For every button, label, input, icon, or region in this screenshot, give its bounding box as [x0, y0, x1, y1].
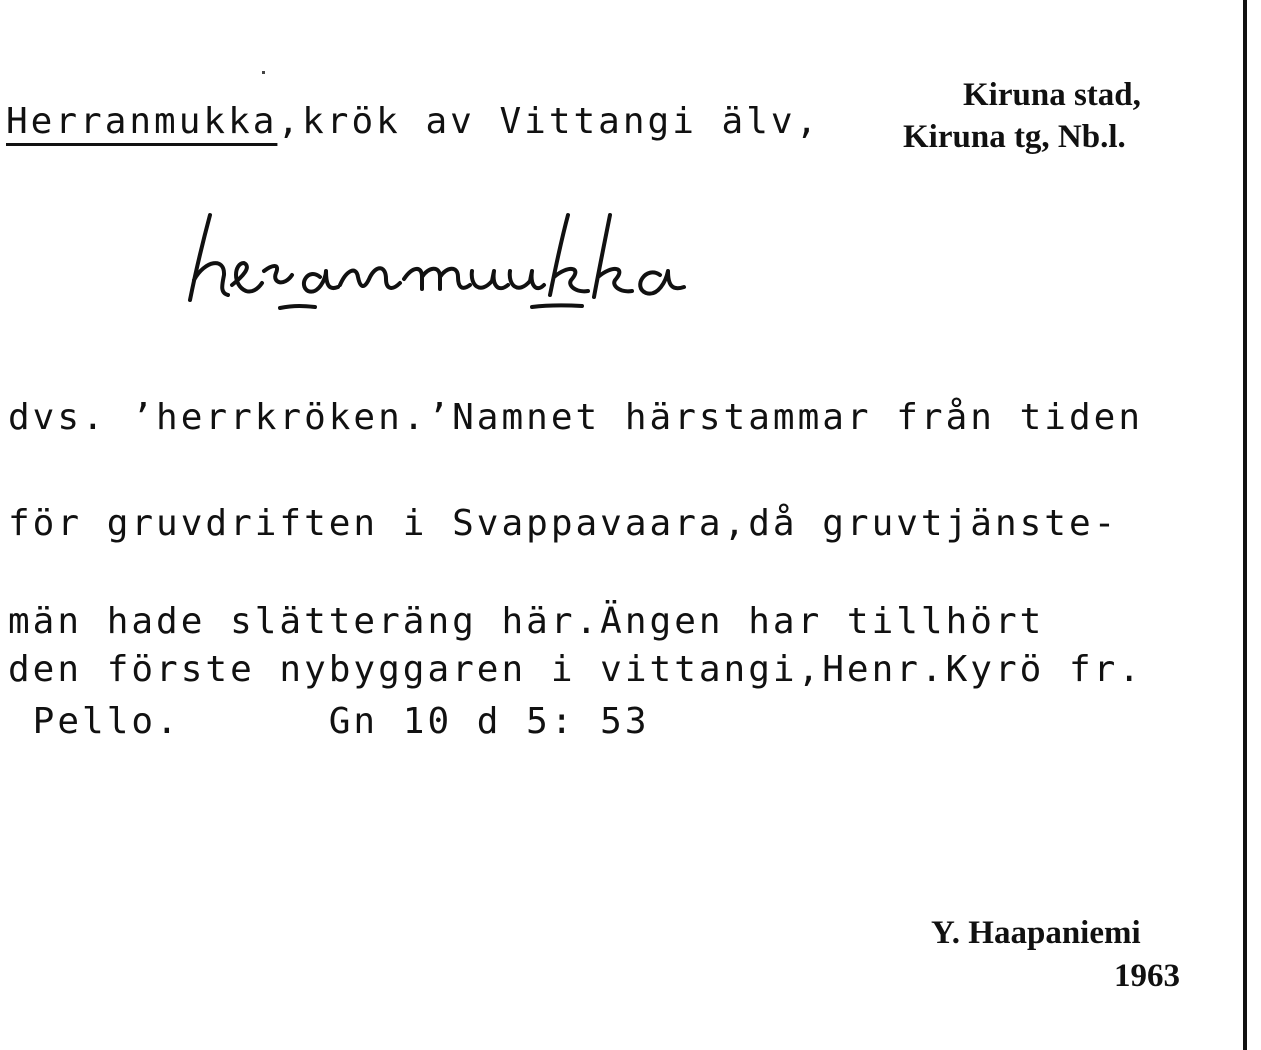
- card-edge-line: [1243, 0, 1247, 1050]
- year: 1963: [1114, 958, 1180, 994]
- author-name: Y. Haapaniemi: [931, 915, 1141, 951]
- body-line-5: Pello. Gn 10 d 5: 53: [8, 701, 650, 742]
- headword-description: ,krök av Vittangi älv,: [277, 101, 821, 142]
- place-line-1: Kiruna stad,: [963, 77, 1141, 113]
- header-line: [6, 101, 821, 142]
- speck-mark: [262, 71, 265, 74]
- body-line-4: den förste nybyggaren i vittangi,Henr.Kyrö fr.: [8, 649, 1143, 690]
- body-line-3: män hade slätteräng här.Ängen har tillhört: [8, 601, 1045, 642]
- place-line-2: Kiruna tg, Nb.l.: [903, 119, 1126, 155]
- body-line-2: för gruvdriften i Svappavaara,då gruvtjänste-: [8, 503, 1119, 544]
- headword: Herranmukka: [6, 101, 278, 142]
- handwritten-pronunciation: [180, 205, 840, 325]
- body-line-1: dvs. ’herrkröken.’Namnet härstammar från tiden: [8, 397, 1143, 438]
